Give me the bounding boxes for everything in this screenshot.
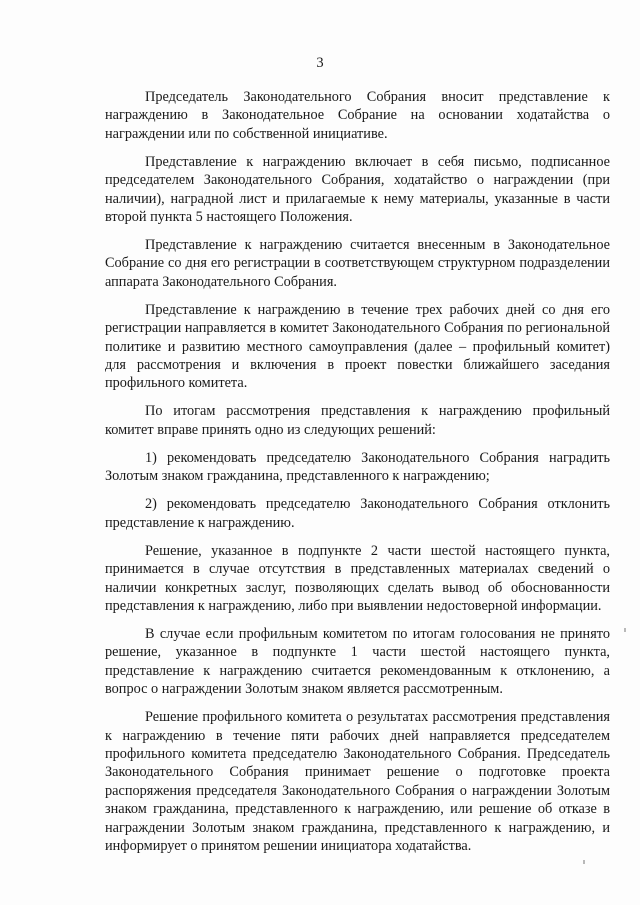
paragraph: Представление к награждению считается внесенным в Законодательное Собрание со дня его регистрации в соответствующем структурном подразделении аппарата Законодательного Собрания. (105, 237, 610, 290)
scan-speck (583, 860, 585, 864)
document-body (105, 88, 610, 865)
paragraph: В случае если профильным комитетом по итогам голосования не принято решение, указанное в подпункте 1 части шестой настоящего пункта, представление к награждению считается рекомендованным к отклонению, а вопрос о награждении Золотым знаком является рассмотренным. (105, 625, 610, 698)
page-number: 3 (316, 55, 324, 71)
scan-speck (624, 628, 626, 632)
list-item: 2) рекомендовать председателю Законодательного Собрания отклонить представление к награждению. (105, 496, 610, 531)
paragraph: Представление к награждению в течение трех рабочих дней со дня его регистрации направляется в комитет Законодательного Собрания по региональной политике и развитию местного самоуправления (далее – профильный комитет) для рассмотрения и включения в проект повестки ближайшего заседания профильного комитета. (105, 301, 610, 392)
paragraph: Председатель Законодательного Собрания вносит представление к награждению в Законодательное Собрание на основании ходатайства о награждении или по собственной инициативе. (105, 89, 610, 142)
paragraph: Представление к награждению включает в себя письмо, подписанное председателем Законодательного Собрания, ходатайство о награждении (при наличии), наградной лист и прилагаемые к нему материалы, указанные в части второй пункта 5 настоящего Положения. (105, 153, 610, 226)
list-item: 1) рекомендовать председателю Законодательного Собрания наградить Золотым знаком гражданина, представленного к награждению; (105, 449, 610, 485)
paragraph: Решение, указанное в подпункте 2 части шестой настоящего пункта, принимается в случае отсутствия в представленных материалах сведений о наличии конкретных заслуг, позволяющих сделать вывод об обоснованности представления к награждению, либо при выявлении недостоверной информации. (105, 542, 610, 614)
paragraph: По итогам рассмотрения представления к награждению профильный комитет вправе принять одно из следующих решений: (105, 403, 610, 438)
paragraph: Решение профильного комитета о результатах рассмотрения представления к награждению в течение пяти рабочих дней направляется председателем профильного комитета председателю Законодательного Собрания. Председатель Законодательного Собрания принимает решение о подготовке проекта распоряжения председателя Законодательного Собрания о награждении Золотым знаком гражданина, представленного к награждению, или решение об отказе в награждении Золотым знаком гражданина, представленного к награждению, и информирует о принятом решении инициатора ходатайства. (105, 709, 610, 854)
